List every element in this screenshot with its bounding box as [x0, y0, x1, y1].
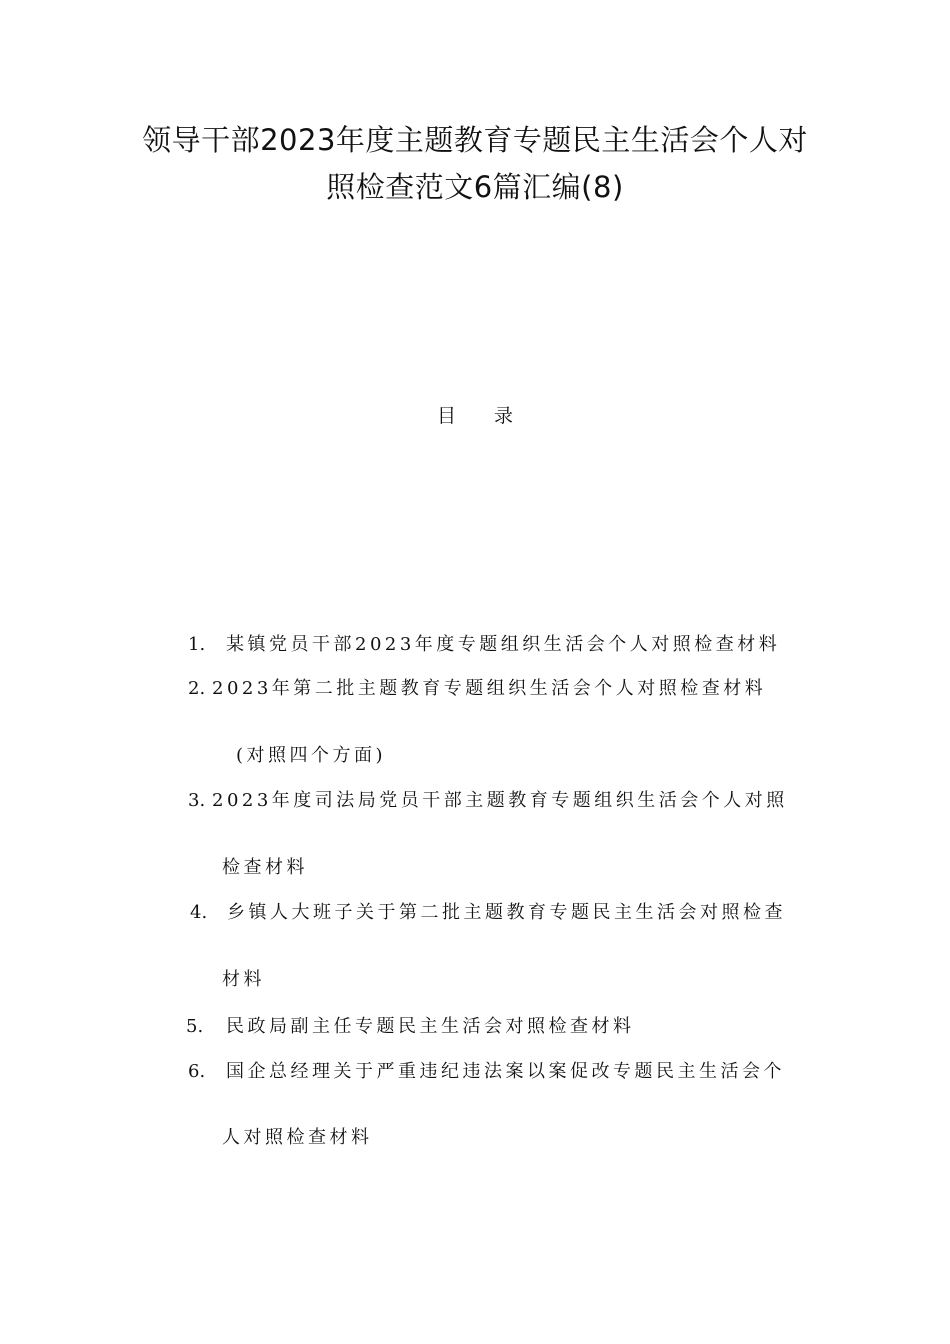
toc-heading: 目录: [436, 405, 551, 427]
toc-entry-text: 2023年度司法局党员干部主题教育专题组织生活会个人对照: [212, 790, 788, 811]
toc-entry-6-continuation: 人对照检查材料: [222, 1127, 373, 1148]
toc-entry-number: 3.: [188, 790, 206, 811]
toc-entry-3: [188, 788, 788, 814]
toc-entry-5: [186, 1014, 635, 1040]
toc-entry-text: 2023年第二批主题教育专题组织生活会个人对照检查材料: [212, 678, 767, 699]
toc-entry-6: [188, 1059, 785, 1085]
document-title-line-1: 领导干部2023年度主题教育专题民主生活会个人对: [142, 123, 808, 157]
toc-entry-2-continuation: (对照四个方面): [236, 745, 387, 766]
toc-entry-1: [188, 632, 780, 658]
toc-entry-text: 乡镇人大班子关于第二批主题教育专题民主生活会对照检查: [227, 902, 786, 923]
toc-entry-2: [188, 676, 766, 702]
toc-entry-number: 2.: [188, 678, 206, 699]
toc-entry-3-continuation: 检查材料: [222, 857, 308, 878]
document-title-line-2: 照检查范文6篇汇编(8): [326, 170, 624, 204]
toc-entry-4: [190, 900, 786, 926]
toc-entry-4-continuation: 材料: [222, 969, 265, 990]
toc-entry-text: 国企总经理关于严重违纪违法案以案促改专题民主生活会个: [226, 1061, 785, 1082]
toc-entry-number: 4.: [190, 902, 208, 923]
toc-entry-number: 1.: [188, 634, 206, 655]
toc-entry-text: 民政局副主任专题民主生活会对照检查材料: [226, 1016, 635, 1037]
toc-entry-text: 某镇党员干部2023年度专题组织生活会个人对照检查材料: [226, 634, 781, 655]
toc-entry-number: 5.: [186, 1016, 204, 1037]
toc-entry-number: 6.: [188, 1061, 206, 1082]
